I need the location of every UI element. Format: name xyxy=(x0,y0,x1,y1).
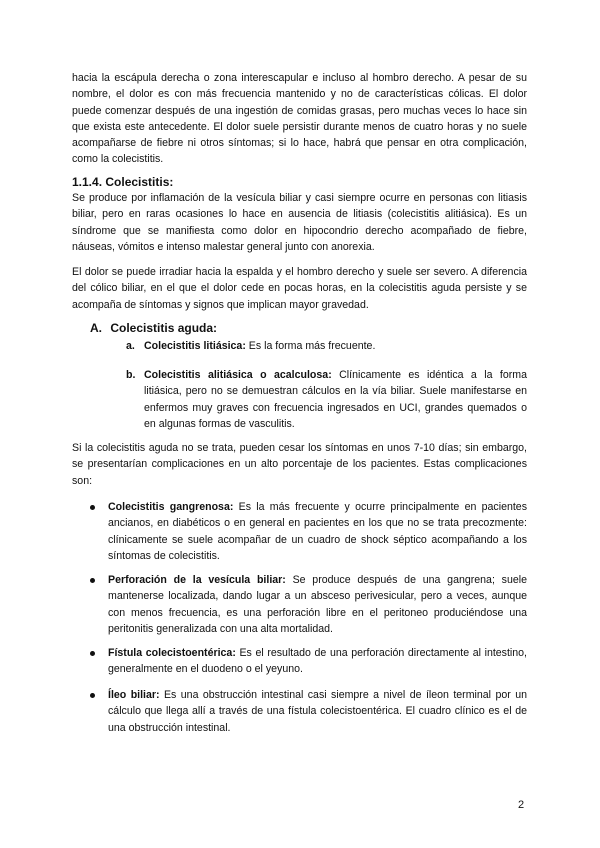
definition-paragraph: Se produce por inflamación de la vesícula biliar y casi siempre ocurre en personas con litiasis biliar, pero en raras ocasiones lo hace en ausencia de litiasis (colecistitis alitiásica). Es un síndrome que se manifiesta como dolor en hipocondrio derecho acompañado de fiebre, náuseas, vómitos e intenso malestar general junto con anorexia. xyxy=(72,192,527,253)
complication-item xyxy=(90,499,527,564)
complication-item xyxy=(90,687,527,736)
page-number: 2 xyxy=(518,799,525,811)
type-item xyxy=(126,367,527,432)
complication-item xyxy=(90,572,527,637)
type-marker: b. xyxy=(126,369,136,381)
bullet-icon xyxy=(90,693,95,698)
complication-text: Es una obstrucción intestinal casi siempre a nivel de íleon terminal por un cálculo que llega allí a través de una fístula colecistoentérica. El cuadro clínico es el de una obstrucción intestinal. xyxy=(108,689,527,734)
complication-term: Fístula colecistoentérica: xyxy=(108,647,236,659)
complication-text: Es la más frecuente y ocurre principalmente en pacientes ancianos, en diabéticos o en general en pacientes en los que no se trata precozmente: clínicamente se suele acompañar de un cuadro de shock séptico acompañando a los síntomas de colecistitis. xyxy=(108,501,527,562)
subsection-heading xyxy=(90,321,217,335)
complication-text: Se produce después de una gangrena; suele mantenerse localizada, dando lugar a un absceso perivesicular, pero a veces, aunque con menos frecuencia, es una perforación libre en el peritoneo produciéndose una peritonitis generalizada con una alta mortalidad. xyxy=(108,574,527,635)
type-text: Es la forma más frecuente. xyxy=(245,340,376,352)
section-heading: 1.1.4. Colecistitis: xyxy=(72,175,174,189)
type-term: Colecistitis litiásica: xyxy=(144,340,246,352)
intro-paragraph: hacia la escápula derecha o zona interescapular e incluso al hombro derecho. A pesar de su nombre, el dolor es con más frecuencia mantenido y no de características cólicas. El dolor puede comenzar después de una ingestión de comidas grasas, pero muchas veces lo hace sin que exista este antecedente. El dolor suele persistir durante menos de cuatro horas y no suele acompañarse de fiebre ni otros síntomas; si lo hace, habrá que pensar en otra complicación, como la colecistitis. xyxy=(72,72,527,166)
complication-text: Es el resultado de una perforación directamente al intestino, generalmente en el duodeno o el yeyuno. xyxy=(108,647,527,676)
complication-item xyxy=(90,645,527,678)
complication-term: Íleo biliar: xyxy=(108,689,160,701)
complication-term: Perforación de la vesícula biliar: xyxy=(108,574,286,586)
subsection-marker: A. xyxy=(90,321,102,335)
bullet-icon xyxy=(90,505,95,510)
subsection-title: Colecistitis aguda: xyxy=(110,321,218,335)
bullet-icon xyxy=(90,651,95,656)
complication-term: Colecistitis gangrenosa: xyxy=(108,501,234,513)
complications-intro-paragraph: Si la colecistitis aguda no se trata, pueden cesar los síntomas en unos 7-10 días; sin embargo, se presentarían complicaciones en un alto porcentaje de los pacientes. Estas complicaciones son: xyxy=(72,442,527,487)
bullet-icon xyxy=(90,578,95,583)
type-marker: a. xyxy=(126,340,135,352)
pain-paragraph: El dolor se puede irradiar hacia la espalda y el hombro derecho y suele ser severo. A diferencia del cólico biliar, en el que el dolor cede en pocas horas, en la colecistitis aguda persiste y se acompaña de síntomas y signos que implican mayor gravedad. xyxy=(72,266,527,311)
type-text: Clínicamente es idéntica a la forma litiásica, pero no se demuestran cálculos en la vía biliar. Suele manifestarse en enfermos muy graves con frecuencia ingresados en UCI, grandes quemados o en algunas formas de vasculitis. xyxy=(144,369,527,430)
type-term: Colecistitis alitiásica o acalculosa: xyxy=(144,369,332,381)
type-item xyxy=(126,338,527,354)
